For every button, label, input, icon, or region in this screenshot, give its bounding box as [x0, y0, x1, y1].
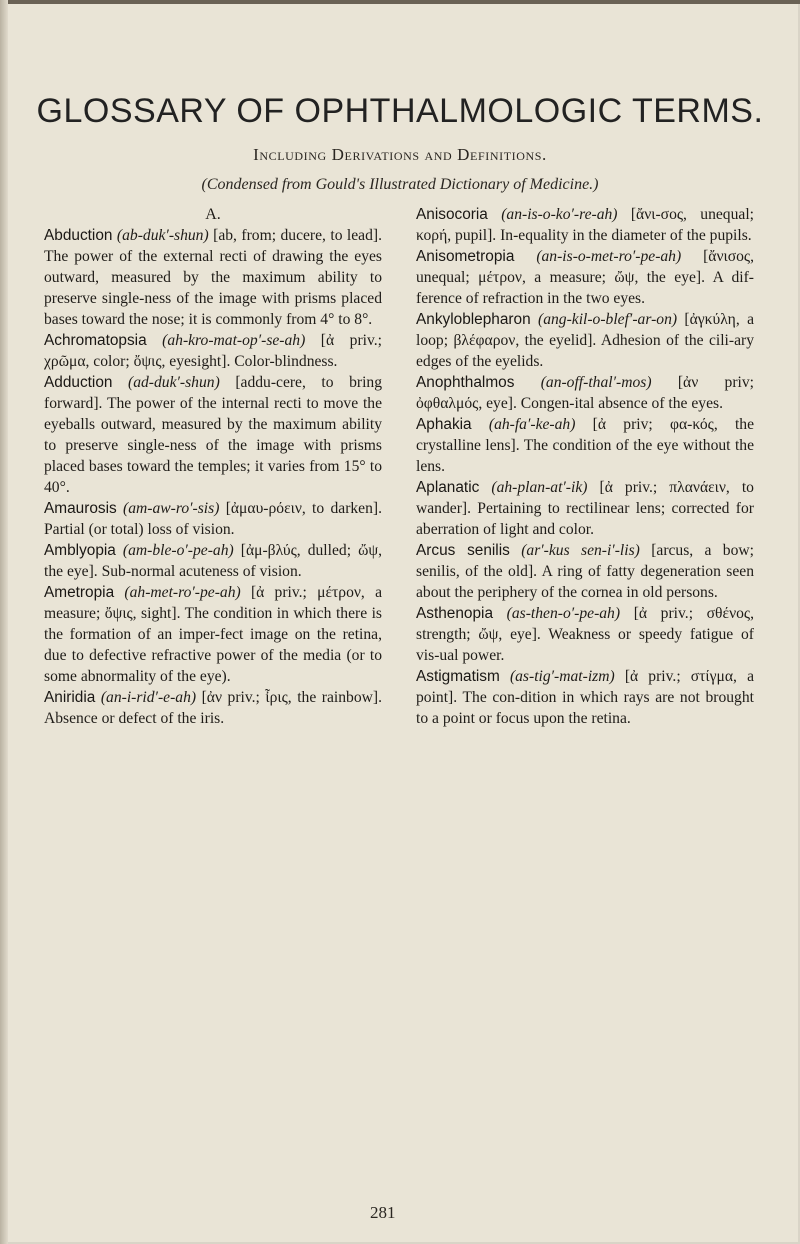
- entry-term: Aniridia: [44, 689, 96, 706]
- entry-definition: [ἀ priv.; μέτρον, a measure; ὄψις, sight]. The condition in which there is the formation of an imper-fect image on the retina, due to defective refractive power of the media (or to some abnormality of the eye).: [44, 584, 382, 685]
- entry-definition: [ἀ priv.; χρῶμα, color; ὄψις, eyesight]. Color-blindness.: [44, 332, 382, 370]
- glossary-entry: [44, 540, 382, 582]
- entry-term: Asthenopia: [416, 605, 494, 622]
- entry-definition: [ἀμ-βλύς, dulled; ὤψ, the eye]. Sub-normal acuteness of vision.: [44, 542, 382, 580]
- glossary-entry: [416, 666, 754, 729]
- glossary-entry: [44, 372, 382, 498]
- glossary-entry: [416, 309, 754, 372]
- entry-pronunciation: (am-aw-ro′-sis): [123, 500, 220, 517]
- entry-pronunciation: (an-is-o-met-ro′-pe-ah): [536, 248, 682, 265]
- glossary-entry: [44, 498, 382, 540]
- entry-pronunciation: (ah-met-ro′-pe-ah): [124, 584, 241, 601]
- entry-term: Arcus senilis: [416, 542, 510, 559]
- entry-definition: [ἀν priv.; ἶρις, the rainbow]. Absence or defect of the iris.: [44, 689, 382, 727]
- source-note: (Condensed from Gould's Illustrated Dictionary of Medicine.): [201, 176, 599, 193]
- entry-definition: [ἄνι-σος, unequal; κορή, pupil]. In-equality in the diameter of the pupils.: [416, 206, 754, 244]
- entry-term: Anophthalmos: [416, 374, 515, 391]
- entry-definition: [ἀ priv; φα-κός, the crystalline lens]. The condition of the eye without the lens.: [416, 416, 755, 475]
- entry-pronunciation: (an-is-o-ko′-re-ah): [501, 206, 618, 223]
- entry-term: Aphakia: [416, 416, 472, 433]
- entry-definition: [ἄνισος, unequal; μέτρον, a measure; ὤψ, the eye]. A dif-ference of refraction in the two eyes.: [416, 248, 754, 307]
- page-number: 281: [370, 1203, 396, 1222]
- glossary-entry: [416, 246, 754, 309]
- page-subtitle: Including Derivations and Definitions.: [253, 145, 547, 164]
- entry-term: Abduction: [44, 227, 113, 244]
- entry-term: Anisocoria: [416, 206, 488, 223]
- page-title: GLOSSARY OF OPHTHALMOLOGIC TERMS.: [36, 92, 764, 130]
- right-column: [416, 204, 754, 729]
- glossary-entry: [416, 414, 754, 477]
- glossary-entry: [416, 372, 754, 414]
- entry-definition: [ἀ priv.; στίγμα, a point]. The con-dition in which rays are not brought to a point or focus upon the retina.: [416, 668, 754, 727]
- entry-pronunciation: (ah-plan-at′-ik): [491, 479, 588, 496]
- entry-term: Achromatopsia: [44, 332, 147, 349]
- entry-pronunciation: (as-tig′-mat-izm): [509, 668, 615, 685]
- entry-pronunciation: (ah-fa′-ke-ah): [488, 416, 576, 433]
- entry-definition: [ἀ priv.; σθένος, strength; ὤψ, eye]. Weakness or speedy fatigue of vis-ual power.: [416, 605, 754, 664]
- entry-pronunciation: (an-i-rid′-e-ah): [100, 689, 197, 706]
- entry-term: Amaurosis: [44, 500, 117, 517]
- left-column: [44, 204, 382, 729]
- entry-pronunciation: (an-off-thal′-mos): [540, 374, 652, 391]
- glossary-entry: [44, 330, 382, 372]
- entry-term: Ankyloblepharon: [416, 311, 531, 328]
- glossary-entry: [416, 477, 754, 540]
- glossary-entry: [416, 603, 754, 666]
- glossary-entry: [44, 687, 382, 729]
- entry-definition: [ἀν priv; ὀφθαλμός, eye]. Congen-ital absence of the eyes.: [416, 374, 754, 412]
- entry-term: Adduction: [44, 374, 113, 391]
- entry-term: Anisometropia: [416, 248, 515, 265]
- entry-definition: [ἀ priv.; πλανάειν, to wander]. Pertaining to rectilinear lens; corrected for aberration of light and color.: [416, 479, 754, 538]
- entry-term: Aplanatic: [416, 479, 480, 496]
- entry-pronunciation: (ab-duk′-shun): [116, 227, 209, 244]
- entry-pronunciation: (ad-duk′-shun): [128, 374, 220, 391]
- entry-definition: [arcus, a bow; senilis, of the old]. A ring of fatty degeneration seen about the periphery of the cornea in old persons.: [416, 542, 754, 601]
- section-letter: A.: [205, 206, 221, 223]
- entry-definition: [ἀμαυ-ρόειν, to darken]. Partial (or total) loss of vision.: [44, 500, 382, 538]
- glossary-entry: [416, 540, 754, 603]
- entry-term: Ametropia: [44, 584, 115, 601]
- glossary-entry: [44, 225, 382, 330]
- entry-pronunciation: (am-ble-o′-pe-ah): [122, 542, 234, 559]
- entry-pronunciation: (ah-kro-mat-op′-se-ah): [162, 332, 306, 349]
- top-rule: [0, 0, 800, 4]
- entry-pronunciation: (as-then-o′-pe-ah): [506, 605, 621, 622]
- entry-pronunciation: (ang-kil-o-blef′-ar-on): [538, 311, 678, 328]
- entry-definition: [ab, from; ducere, to lead]. The power of the external recti of drawing the eyes outward, measured by the maximum ability to preserve single-ness of the image with prisms placed bases toward the nose; it is commonly from 4° to 8°.: [44, 227, 382, 328]
- glossary-entry: [44, 582, 382, 687]
- entry-term: Astigmatism: [416, 668, 500, 685]
- entry-definition: [ἀγκύλη, a loop; βλέφαρον, the eyelid]. Adhesion of the cili-ary edges of the eyelids.: [416, 311, 754, 370]
- entry-pronunciation: (ar′-kus sen-i′-lis): [521, 542, 640, 559]
- entry-definition: [addu-cere, to bring forward]. The power of the internal recti to move the eyeballs outward, measured by the maximum ability to preserve single-ness of the image with prisms placed bases toward the temples; it varies from 15° to 40°.: [44, 374, 382, 496]
- entry-term: Amblyopia: [44, 542, 116, 559]
- glossary-entry: [416, 204, 754, 246]
